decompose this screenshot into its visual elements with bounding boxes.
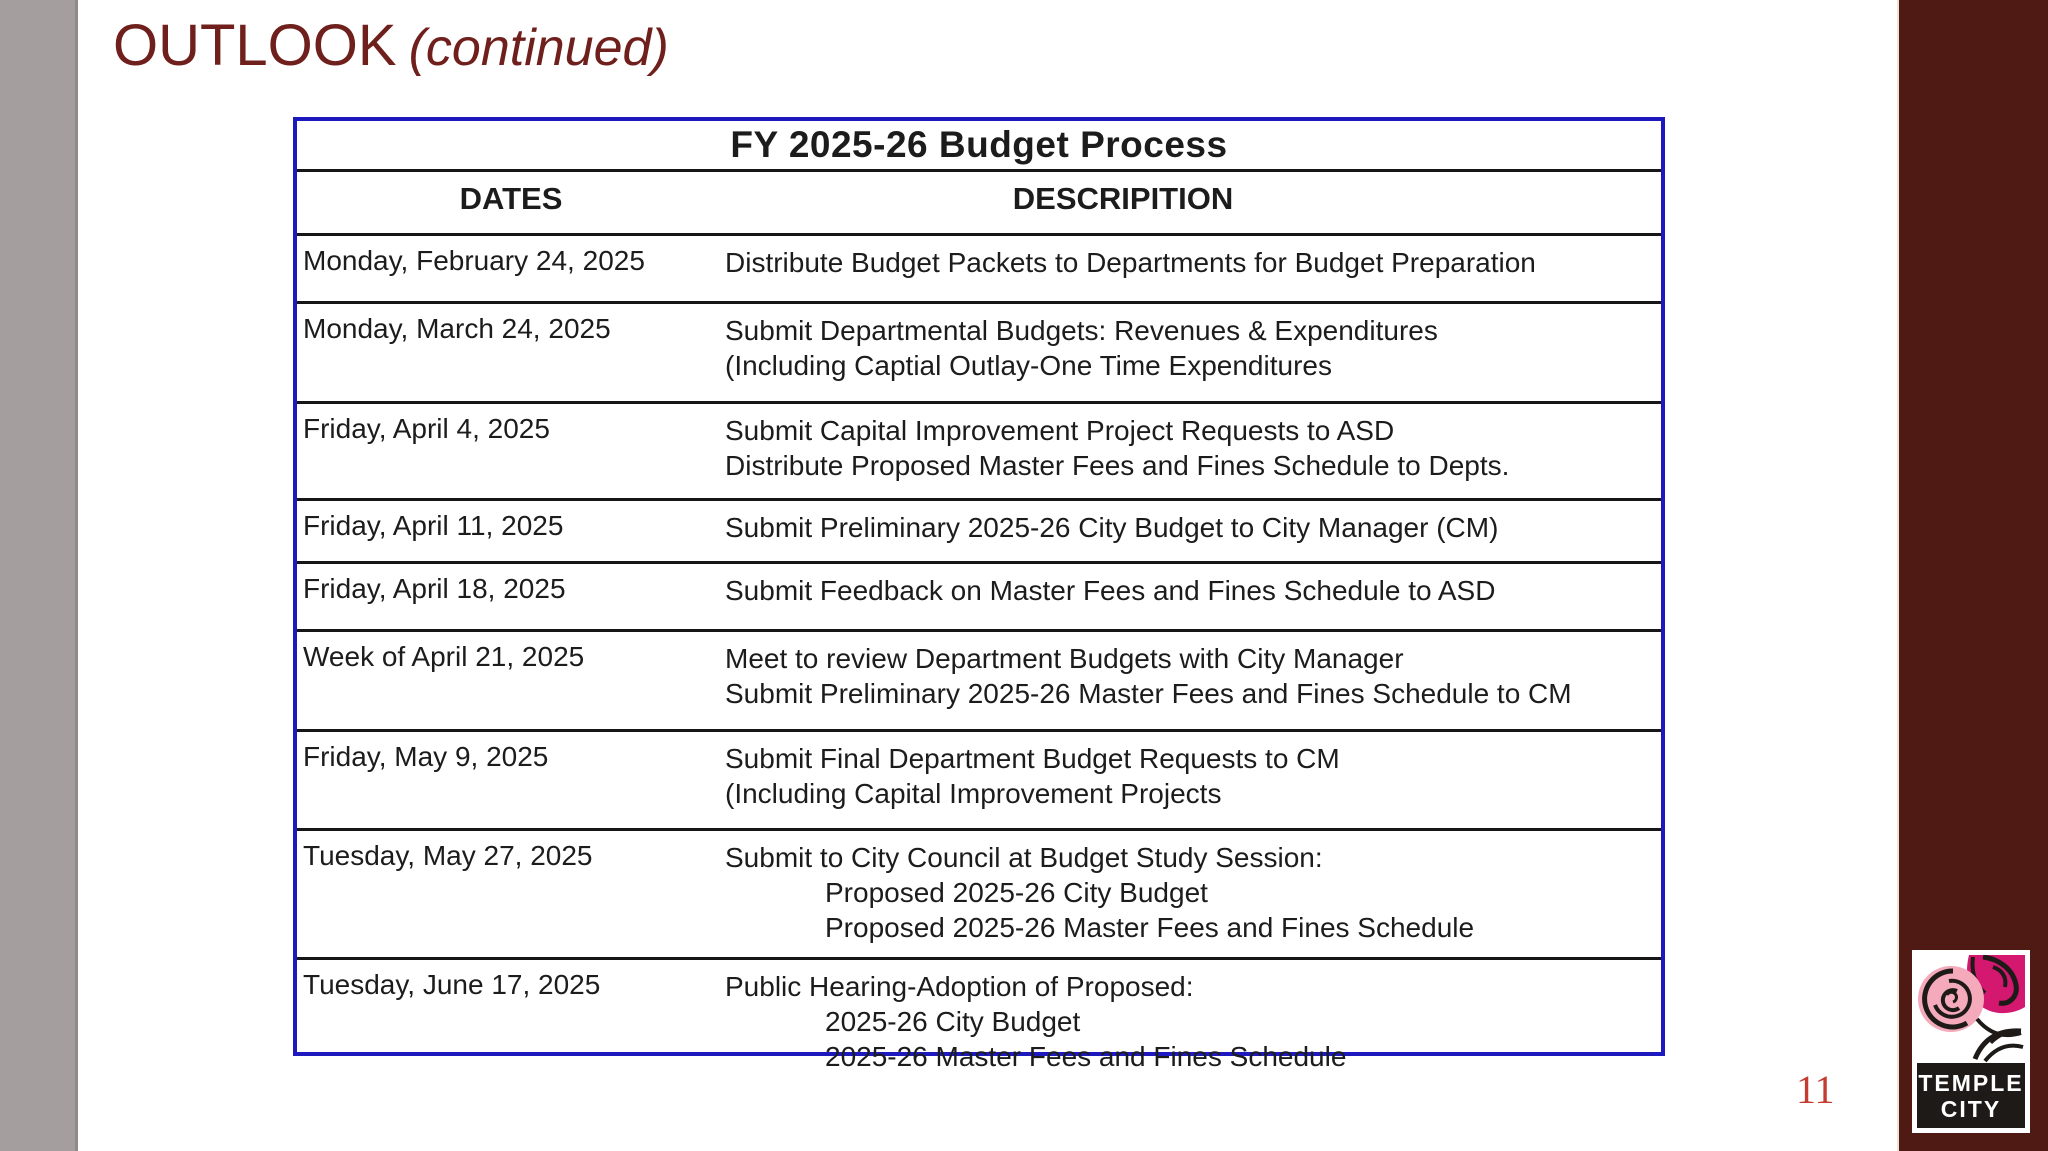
row-description: Submit to City Council at Budget Study Session: Proposed 2025-26 City Budget Proposed 2025-26 Master Fees and Fines Schedule xyxy=(725,842,1475,943)
camellia-rose-icon xyxy=(1917,955,2025,1063)
table-row xyxy=(297,236,1661,304)
left-gray-sidebar xyxy=(0,0,78,1151)
table-title: FY 2025-26 Budget Process xyxy=(297,121,1661,172)
table-row xyxy=(297,632,1661,732)
row-description: Submit Capital Improvement Project Requests to ASD Distribute Proposed Master Fees and Fines Schedule to Depts. xyxy=(725,415,1510,481)
row-date: Friday, April 4, 2025 xyxy=(303,413,550,444)
table-header-row xyxy=(297,172,1661,236)
logo-line1: TEMPLE xyxy=(1918,1069,2024,1096)
row-description: Public Hearing-Adoption of Proposed: 2025-26 City Budget 2025-26 Master Fees and Fines Schedule xyxy=(725,971,1347,1072)
row-description: Submit Feedback on Master Fees and Fines Schedule to ASD xyxy=(725,575,1496,606)
table-row xyxy=(297,732,1661,831)
table-row xyxy=(297,960,1661,1072)
row-description: Submit Departmental Budgets: Revenues & Expenditures (Including Captial Outlay-One Time Expenditures xyxy=(725,315,1438,381)
page-title-main: OUTLOOK xyxy=(113,13,397,78)
temple-city-logo xyxy=(1912,950,2030,1133)
row-description: Submit Final Department Budget Requests to CM (Including Capital Improvement Projects xyxy=(725,743,1340,809)
row-date: Week of April 21, 2025 xyxy=(303,641,585,672)
column-header-dates: DATES xyxy=(459,181,563,216)
temple-city-logo-text xyxy=(1917,1063,2025,1128)
row-description: Submit Preliminary 2025-26 City Budget to City Manager (CM) xyxy=(725,512,1499,543)
row-date: Friday, May 9, 2025 xyxy=(303,741,549,772)
row-date: Friday, April 18, 2025 xyxy=(303,573,566,604)
row-date: Friday, April 11, 2025 xyxy=(303,510,564,541)
row-date: Monday, February 24, 2025 xyxy=(303,245,645,276)
row-date: Tuesday, May 27, 2025 xyxy=(303,840,593,871)
column-header-description: DESCRIPITION xyxy=(1012,181,1234,216)
row-description: Meet to review Department Budgets with City Manager Submit Preliminary 2025-26 Master Fees and Fines Schedule to CM xyxy=(725,643,1572,709)
table-row xyxy=(297,304,1661,404)
budget-process-table xyxy=(293,117,1665,1072)
logo-line2: CITY xyxy=(1940,1095,2002,1122)
row-date: Monday, March 24, 2025 xyxy=(303,313,611,344)
row-description: Distribute Budget Packets to Departments for Budget Preparation xyxy=(725,247,1536,278)
table-row xyxy=(297,831,1661,960)
page-title-suffix: (continued) xyxy=(408,19,669,77)
page-number: 11 xyxy=(1796,1067,1835,1112)
page-title xyxy=(113,12,669,79)
table-row xyxy=(297,564,1661,632)
row-date: Tuesday, June 17, 2025 xyxy=(303,969,601,1000)
table-row xyxy=(297,404,1661,501)
table-row xyxy=(297,501,1661,564)
